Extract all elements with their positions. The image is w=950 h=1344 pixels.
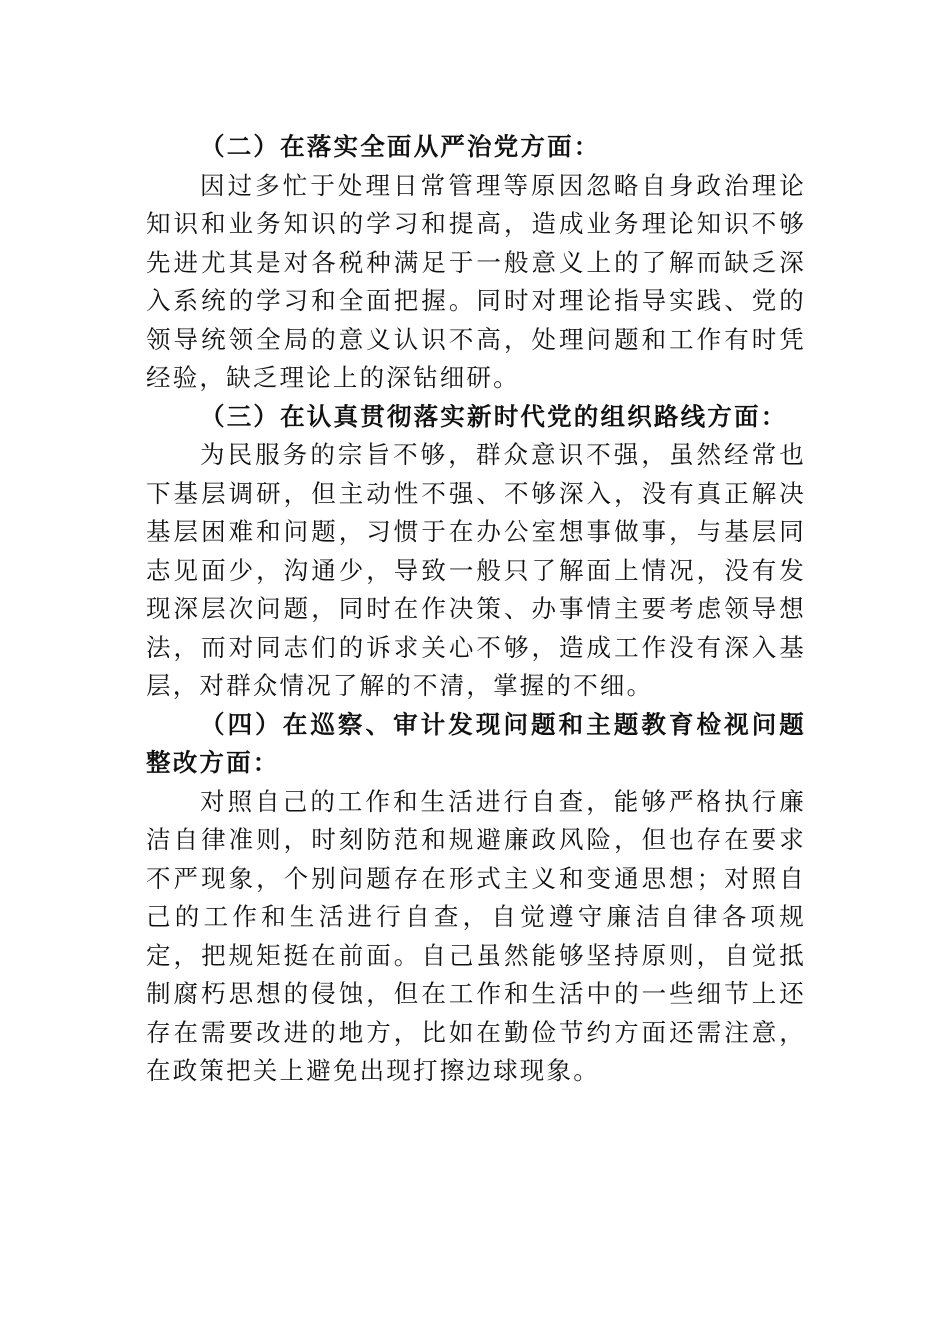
section-paragraph: 为民服务的宗旨不够，群众意识不强，虽然经常也下基层调研，但主动性不强、不够深入，没有真正解决基层困难和问题，习惯于在办公室想事做事，与基层同志见面少，沟通少，导致一般只了解面上情况，没有发现深层次问题，同时在作决策、办事情主要考虑领导想法，而对同志们的诉求关心不够，造成工作没有深入基层，对群众情况了解的不清，掌握的不细。 [146,440,806,700]
section-paragraph: 因过多忙于处理日常管理等原因忽略自身政治理论知识和业务知识的学习和提高，造成业务理论知识不够先进尤其是对各税种满足于一般意义上的了解而缺乏深入系统的学习和全面把握。同时对理论指导实践、党的领导统领全局的意义认识不高，处理问题和工作有时凭经验，缺乏理论上的深钻细研。 [146,170,806,392]
section-heading: （二）在落实全面从严治党方面： [200,132,601,161]
section-heading: （四）在巡察、审计发现问题和主题教育检视问题整改方面： [146,709,806,777]
document-body [146,128,806,1091]
section-paragraph: 对照自己的工作和生活进行自查，能够严格执行廉洁自律准则，时刻防范和规避廉政风险，但也存在要求不严现象，个别问题存在形式主义和变通思想；对照自己的工作和生活进行自查，自觉遵守廉洁自律各项规定，把规矩挺在前面。自己虽然能够坚持原则，自觉抵制腐朽思想的侵蚀，但在工作和生活中的一些细节上还存在需要改进的地方，比如在勤俭节约方面还需注意，在政策把关上避免出现打擦边球现象。 [146,786,806,1085]
section-heading: （三）在认真贯彻落实新时代党的组织路线方面： [200,401,788,431]
